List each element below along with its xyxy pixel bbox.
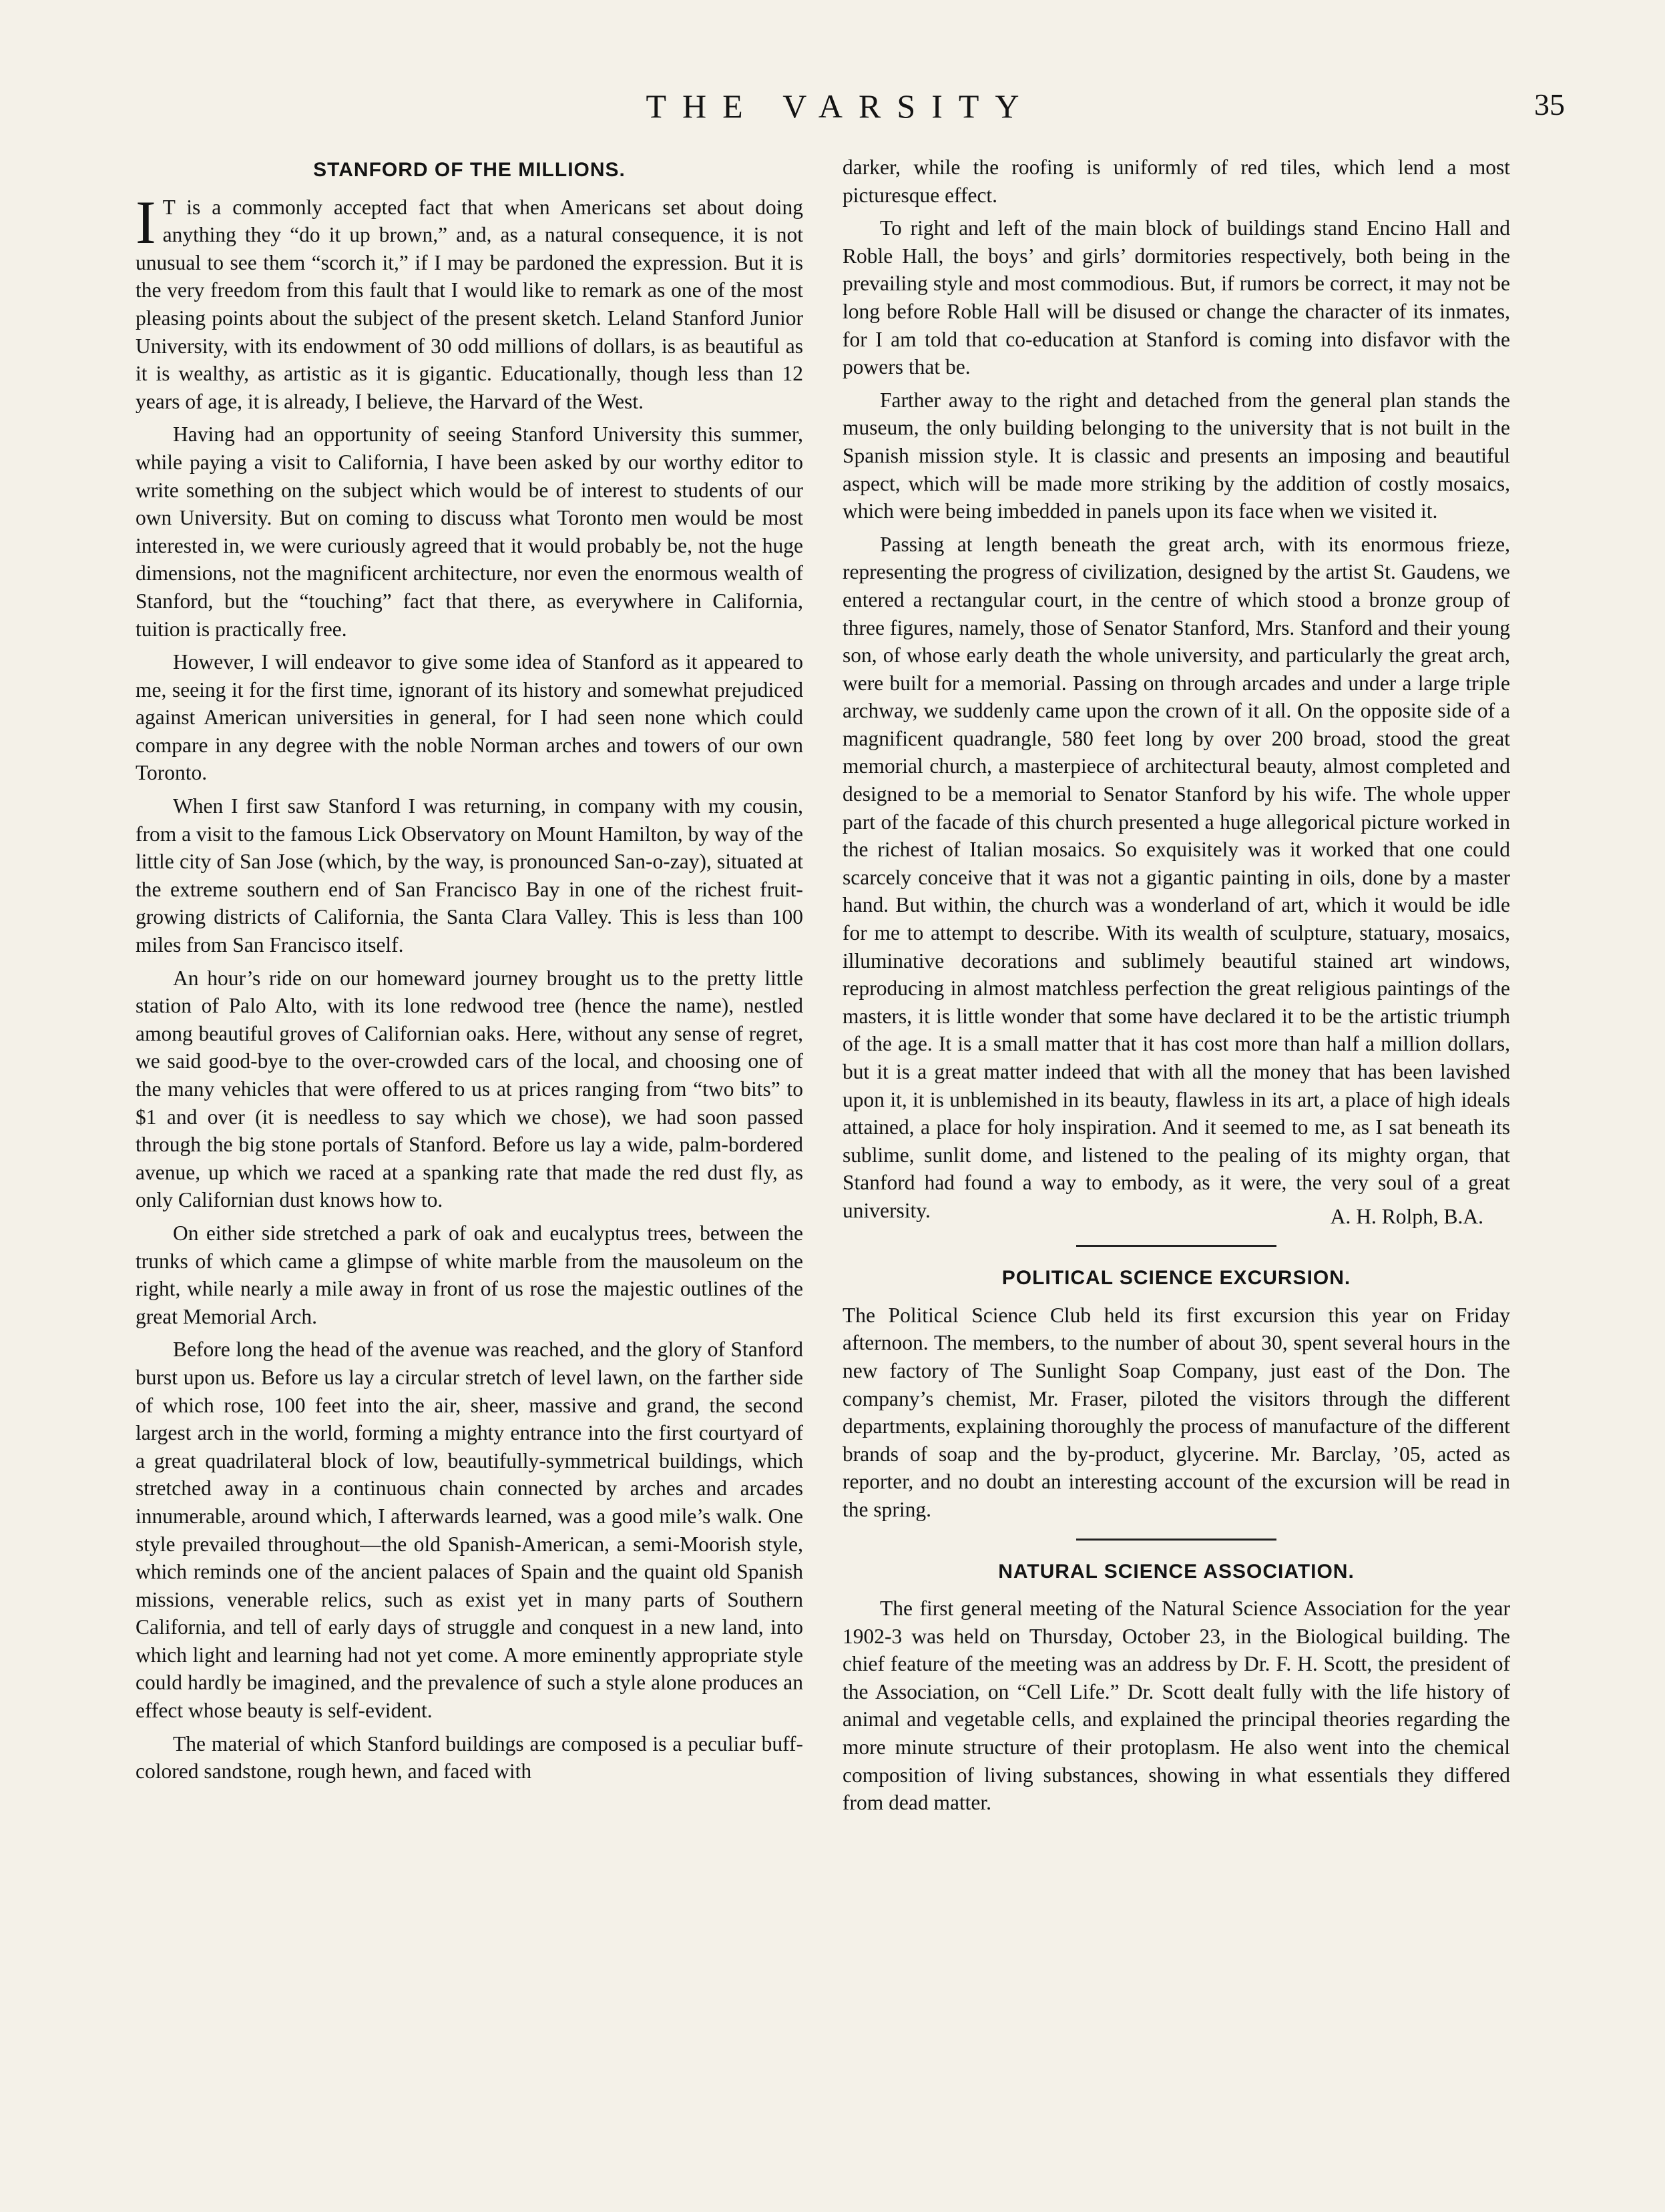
left-column bbox=[136, 154, 803, 1791]
article-paragraph: Farther away to the right and detached from the general plan stands the museum, the only building belonging to the university that is not built in the Spanish mission style. It is classic and presents an imposing and beautiful aspect, which will be made more striking by the addition of costly mosaics, which were being imbedded in panels upon its face when we visited it. bbox=[843, 388, 1510, 523]
running-head bbox=[0, 87, 1665, 127]
article-paragraph: When I first saw Stanford I was returning, in company with my cousin, from a visit to the famous Lick Observatory on Mount Hamilton, by way of the little city of San Jose (which, by the way, is pronounced San-o-zay), situated at the extreme southern end of San Francisco Bay in one of the richest fruit-growing districts of California, the Santa Clara Valley. This is less than 100 miles from San Francisco itself. bbox=[136, 794, 803, 957]
article-paragraph: Having had an opportunity of seeing Stanford University this summer, while paying a visit to California, I have been asked by our worthy editor to write something on the subject which would be of interest to students of our own University. But on coming to discuss what Toronto men would be most interested in, we were curiously agreed that it would probably be, not the huge dimensions, not the magnificent architecture, nor even the enormous wealth of Stanford, but the “touching” fact that there, as everywhere in California, tuition is practically free. bbox=[136, 423, 803, 641]
article-paragraph: The first general meeting of the Natural Science Association for the year 1902-3 was held on Thursday, October 23, in the Biological building. The chief feature of the meeting was an address by Dr. F. H. Scott, the president of the Association, on “Cell Life.” Dr. Scott dealt fully with the life history of animal and vegetable cells, and explained the principal theories regarding the more minute structure of their protoplasm. He also went into the chemical composition of living substances, showing in what essentials they differed from dead matter. bbox=[843, 1597, 1510, 1815]
paragraph-text: T is a commonly accepted fact that when Americans set about doing anything they “do it up brown,” and, as a natural consequence, it is not unusual to see them “scorch it,” if I may be pardoned the expression. But it is the very freedom from this fault that I would like to remark as one of the most pleasing points about the subject of the present sketch. Leland Stanford Junior University, with its endowment of 30 odd millions of dollars, is as beautiful as it is wealthy, as artistic as it is gigantic. Educationally, though less than 12 years of age, it is already, I believe, the Harvard of the West. bbox=[136, 195, 803, 413]
article-paragraph: The material of which Stanford buildings are composed is a peculiar buff-colored sandstone, rough hewn, and faced with bbox=[136, 1731, 803, 1783]
journal-title: THE VARSITY bbox=[646, 87, 1035, 125]
article-title-political-science: POLITICAL SCIENCE EXCURSION. bbox=[1001, 1267, 1351, 1290]
article-paragraph: However, I will endeavor to give some idea of Stanford as it appeared to me, seeing it for the first time, ignorant of its history and somewhat prejudiced against American universities in general, for I had seen none which could compare in any degree with the noble Norman arches and towers of our own Toronto. bbox=[136, 650, 803, 785]
section-divider bbox=[1076, 1245, 1276, 1247]
article-paragraph: The Political Science Club held its first excursion this year on Friday afternoon. The members, to the number of about 30, spent several hours in the new factory of The Sunlight Soap Company, just east of the Don. The company’s chemist, Mr. Fraser, piloted the visitors through the different departments, explaining thoroughly the process of manufacture of the different brands of soap and the by-product, glycerine. Mr. Barclay, ’05, acted as reporter, and no doubt an interesting account of the excursion will be read in the spring. bbox=[843, 1303, 1510, 1521]
article-paragraph: Before long the head of the avenue was reached, and the glory of Stanford burst upon us. Before us lay a circular stretch of level lawn, on the farther side of which rose, 100 feet into the air, sheer, massive and grand, the second largest arch in the world, forming a mighty entrance into the first courtyard of a great quadrilateral block of low, beautifully-symmetrical buildings, which stretched away in a continuous chain connected by arches and arcades innumerable, around which, I afterwards learned, was a good mile’s walk. One style prevailed throughout—the old Spanish-American, a semi-Moorish style, which reminds one of the ancient palaces of Spain and the quaint old Spanish missions, venerable relics, such as exist yet in many parts of Southern California, and tell of early days of struggle and conquest in a new land, into which light and learning had not yet come. A more eminently appropriate style could hardly be imagined, and the prevalence of such a style alone produces an effect whose beauty is self-evident. bbox=[136, 1338, 803, 1723]
article-paragraph: darker, while the roofing is uniformly of red tiles, which lend a most picturesque effect. bbox=[843, 156, 1510, 207]
drop-cap: I bbox=[136, 188, 156, 256]
article-title-stanford: STANFORD OF THE MILLIONS. bbox=[313, 159, 626, 181]
article-paragraph bbox=[136, 188, 803, 416]
author-signature: A. H. Rolph, B.A. bbox=[1330, 1204, 1483, 1228]
article-title-natural-science: NATURAL SCIENCE ASSOCIATION. bbox=[998, 1560, 1355, 1583]
article-paragraph: Passing at length beneath the great arch, with its enormous frieze, representing the progress of civilization, designed by the artist St. Gaudens, we entered a rectangular court, in the centre of which stood a bronze group of three figures, namely, those of Senator Stanford, Mrs. Stanford and their young son, of whose early death the whole university, and particularly the great arch, were built for a memorial. Passing on through arcades and under a large triple archway, we suddenly came upon the crown of it all. On the opposite side of a magnificent quadrangle, 580 feet long by over 200 broad, stood the great memorial church, a masterpiece of architectural beauty, almost completed and designed to be a memorial to Senator Stanford by his wife. The whole upper part of the facade of this church presented a huge allegorical picture worked in the richest of Italian mosaics. So exquisitely was it worked that one could scarcely conceive that it was not a gigantic painting in oils, done by a master hand. But within, the church was a wonderland of art, which it would be idle for me to attempt to describe. With its wealth of sculpture, statuary, mosaics, illuminative decorations and sublimely beautiful stained art windows, reproducing in almost matchless perfection the great religious paintings of the masters, it is little wonder that some have declared it to be the artistic triumph of the age. It is a small matter that it has cost more than half a million dollars, but it is a great matter indeed that with all the money that has been lavished upon it, it is unblemished in its beauty, flawless in its art, a place of high ideals attained, a place for holy inspiration. And it seemed to me, as I sat beneath its sublime, sunlit dome, and listened to the pealing of its mighty organ, that Stanford had found a way to embody, as it were, the very soul of a great university. bbox=[843, 532, 1510, 1222]
article-paragraph: To right and left of the main block of buildings stand Encino Hall and Roble Hall, the boys’ and girls’ dormitories respectively, both being in the prevailing style and most commodious. But, if rumors be correct, it may not be long before Roble Hall will be disused or change the character of its inmates, for I am told that co-education at Stanford is coming into disfavor with the powers that be. bbox=[843, 216, 1510, 379]
right-column bbox=[843, 154, 1510, 1822]
page-number: 35 bbox=[1534, 87, 1565, 121]
article-paragraph: An hour’s ride on our homeward journey brought us to the pretty little station of Palo Alto, with its lone redwood tree (hence the name), nestled among beautiful groves of Californian oaks. Here, without any sense of regret, we said good-bye to the over-crowded cars of the local, and choosing one of the many vehicles that were offered to us at prices ranging from “two bits” to $1 and over (it is needless to say which we chose), we had soon passed through the big stone portals of Stanford. Before us lay a wide, palm-bordered avenue, up which we raced at a spanking rate that made the red dust fly, as only Californian dust knows how to. bbox=[136, 966, 803, 1212]
section-divider bbox=[1076, 1539, 1276, 1541]
article-paragraph: On either side stretched a park of oak and eucalyptus trees, between the trunks of which came a glimpse of white marble from the mausoleum on the right, while nearly a mile away in front of us rose the majestic outlines of the great Memorial Arch. bbox=[136, 1221, 803, 1328]
